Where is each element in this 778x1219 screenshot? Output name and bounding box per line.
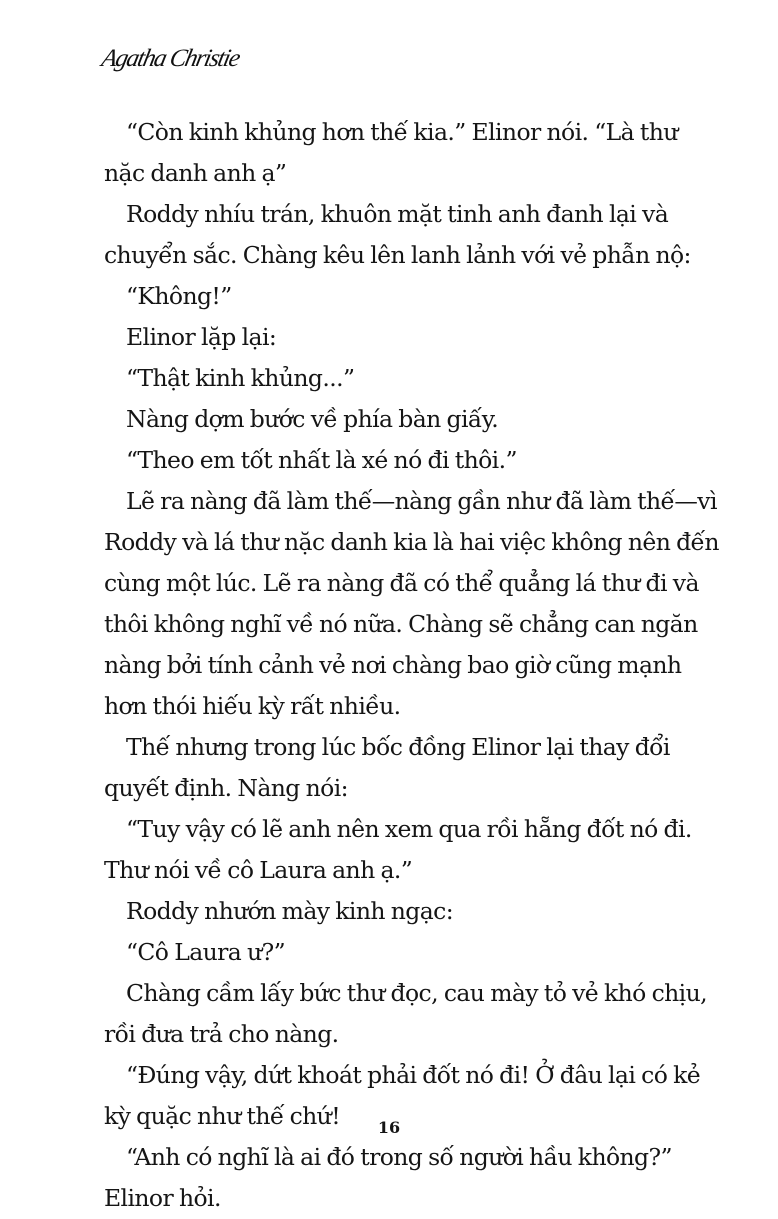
paragraph (104, 399, 696, 440)
paragraph (104, 317, 696, 358)
text-line: Elinor lặp lại: (126, 323, 277, 351)
paragraph (104, 1137, 696, 1219)
paragraph (104, 727, 696, 809)
text-line: Roddy nhướn mày kinh ngạc: (126, 897, 454, 925)
text-line: rồi đưa trả cho nàng. (104, 1020, 339, 1048)
text-line: Roddy và lá thư nặc danh kia là hai việc không nên đến (104, 528, 719, 556)
text-line: nặc danh anh ạ” (104, 159, 287, 187)
text-line: “Thật kinh khủng...” (126, 364, 355, 392)
paragraph (104, 440, 696, 481)
text-line: kỳ quặc như thế chứ! (104, 1102, 341, 1130)
paragraph (104, 481, 719, 727)
text-line: “Tuy vậy có lẽ anh nên xem qua rồi hẵng đốt nó đi. (126, 815, 692, 843)
text-line: Chàng cầm lấy bức thư đọc, cau mày tỏ vẻ khó chịu, (126, 979, 707, 1007)
text-line: hơn thói hiếu kỳ rất nhiều. (104, 692, 401, 720)
body-text (104, 112, 719, 1219)
text-line: nàng bởi tính cảnh vẻ nơi chàng bao giờ cũng mạnh (104, 651, 682, 679)
text-line: Nàng dợm bước về phía bàn giấy. (126, 405, 499, 433)
text-line: cùng một lúc. Lẽ ra nàng đã có thể quẳng lá thư đi và (104, 569, 699, 597)
text-line: chuyển sắc. Chàng kêu lên lanh lảnh với vẻ phẫn nộ: (104, 241, 691, 269)
paragraph (104, 194, 696, 276)
author-signature: Agatha Christie (99, 45, 242, 72)
text-line: “Còn kinh khủng hơn thế kia.” Elinor nói. “Là thư (126, 118, 678, 146)
text-line: Lẽ ra nàng đã làm thế—nàng gần như đã làm thế—vì (126, 487, 717, 515)
text-line: Thế nhưng trong lúc bốc đồng Elinor lại thay đổi (126, 733, 670, 761)
text-line: “Cô Laura ư?” (126, 938, 286, 966)
paragraph (104, 932, 696, 973)
text-line: “Theo em tốt nhất là xé nó đi thôi.” (126, 446, 517, 474)
paragraph (104, 276, 696, 317)
text-line: “Không!” (126, 282, 232, 310)
text-line: Roddy nhíu trán, khuôn mặt tinh anh đanh lại và (126, 200, 669, 228)
text-line: “Đúng vậy, dứt khoát phải đốt nó đi! Ở đâu lại có kẻ (126, 1061, 701, 1089)
text-line: “Anh có nghĩ là ai đó trong số người hầu không?” (126, 1143, 672, 1171)
paragraph (104, 112, 696, 194)
page-number: 16 (377, 1118, 401, 1137)
text-line: thôi không nghĩ về nó nữa. Chàng sẽ chẳng can ngăn (104, 610, 698, 638)
paragraph (104, 809, 696, 891)
text-line: quyết định. Nàng nói: (104, 774, 348, 802)
text-line: Elinor hỏi. (104, 1184, 221, 1212)
paragraph (104, 891, 696, 932)
paragraph (104, 973, 707, 1055)
paragraph (104, 358, 696, 399)
text-line: Thư nói về cô Laura anh ạ.” (104, 856, 413, 884)
